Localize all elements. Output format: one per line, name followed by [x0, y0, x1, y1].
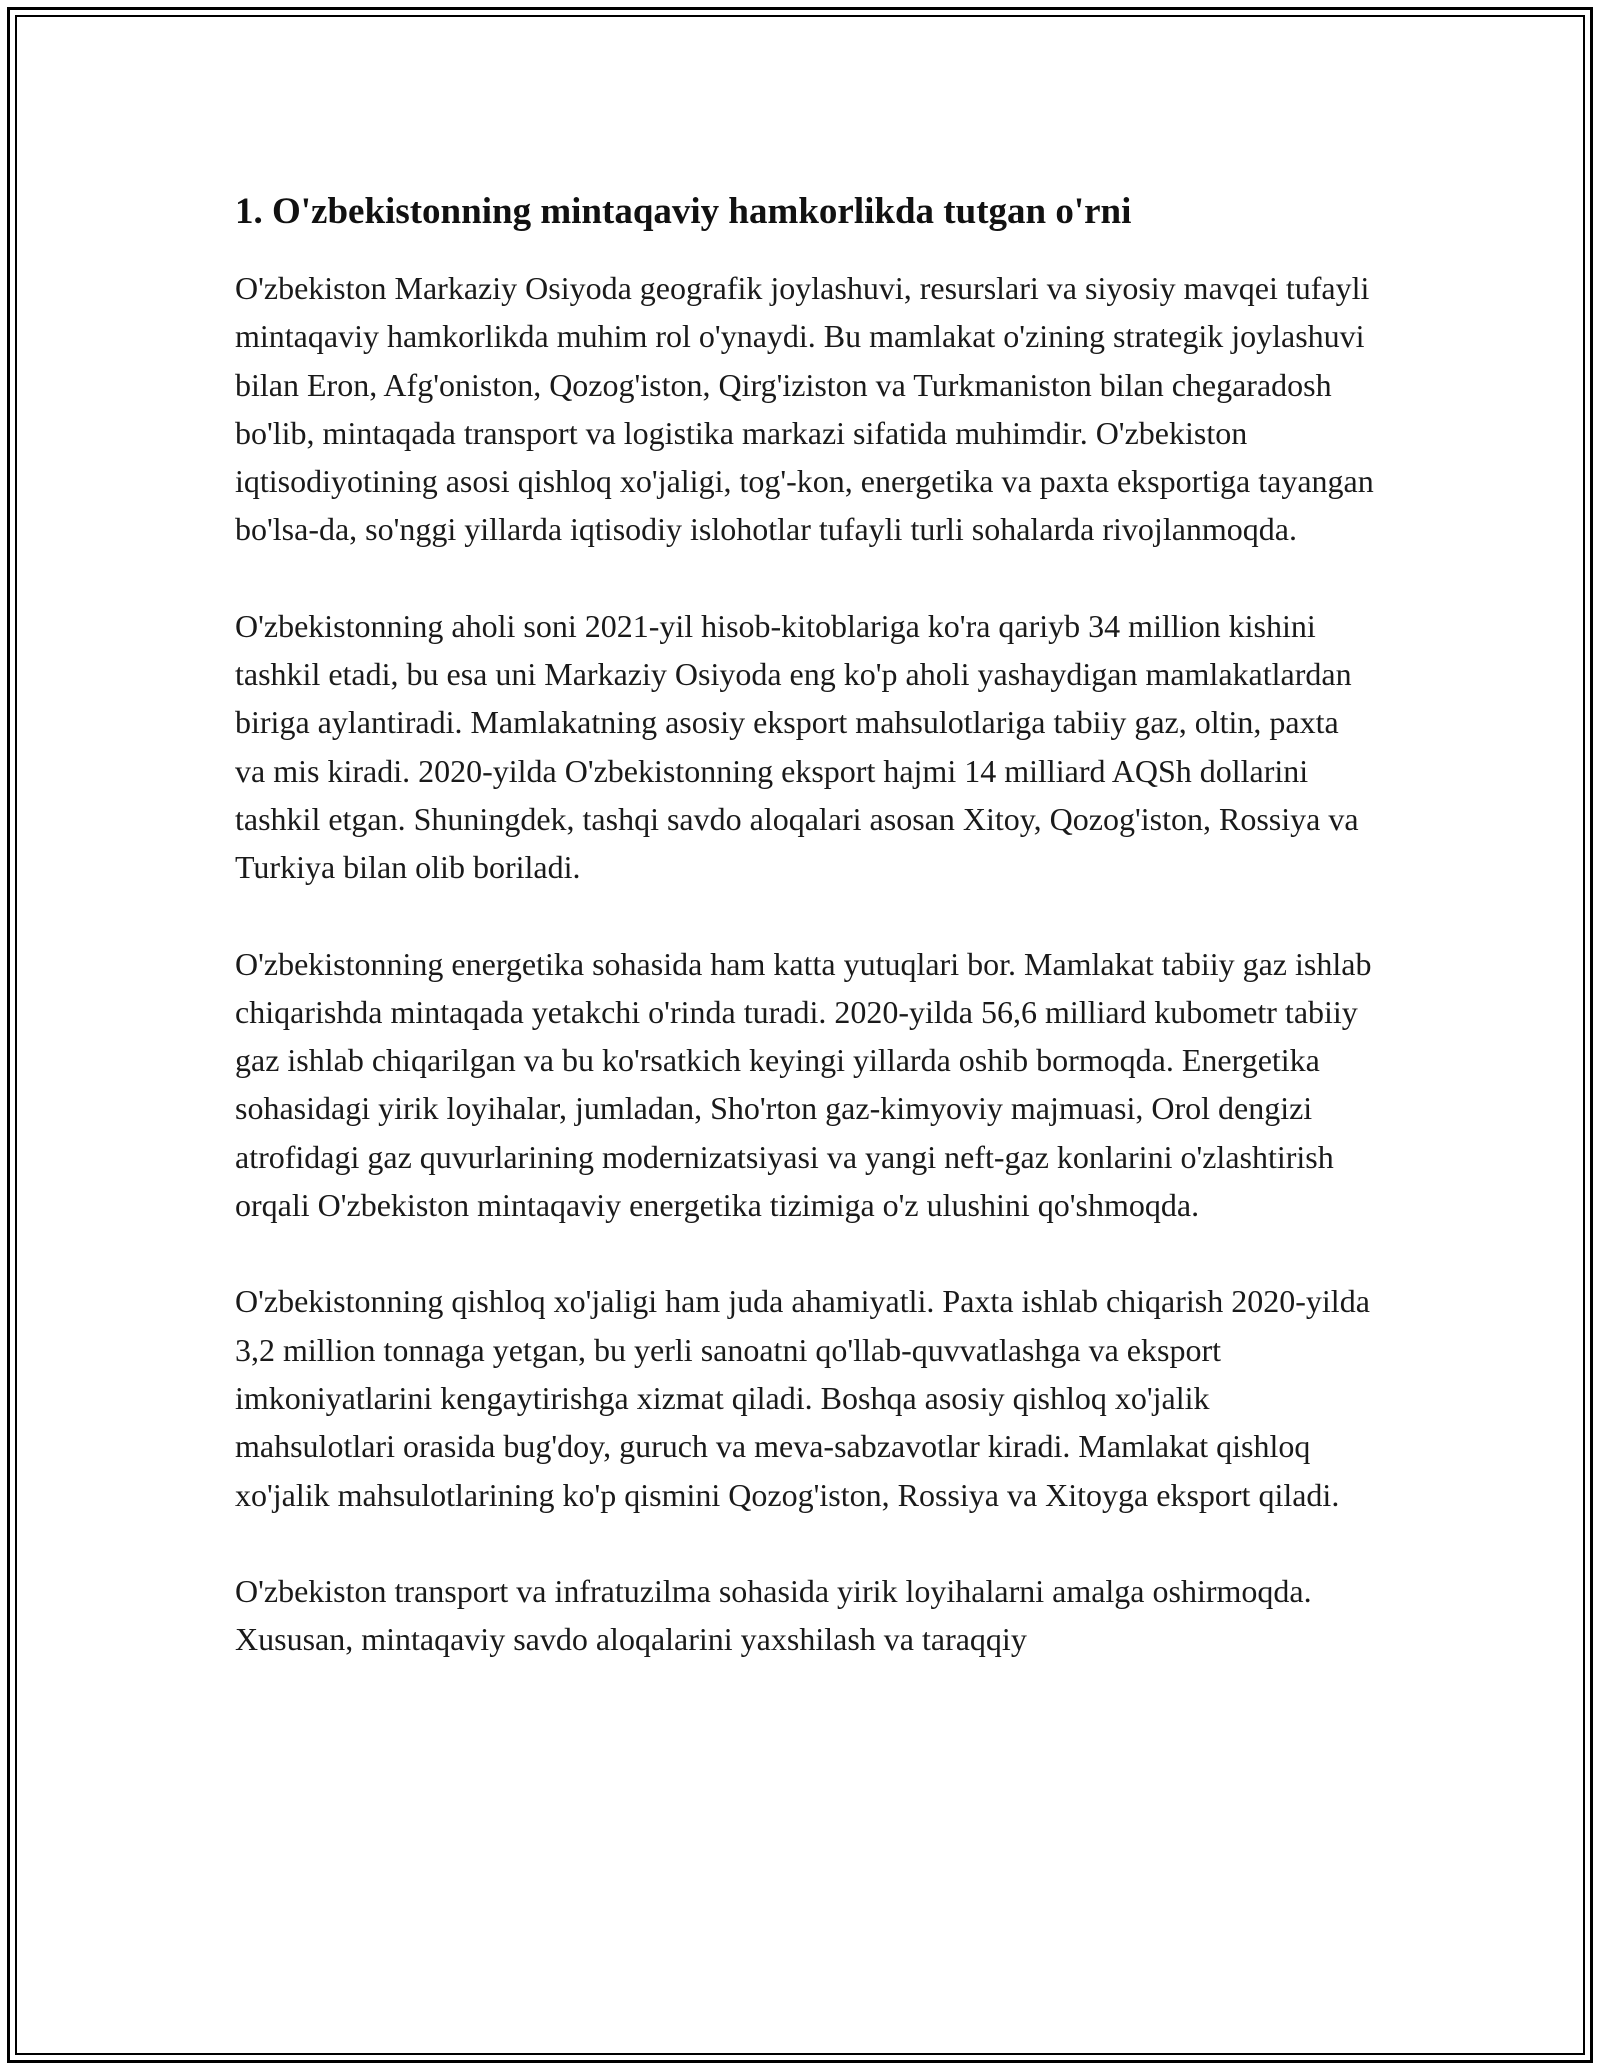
paragraph-5: O'zbekiston transport va infratuzilma sohasida yirik loyihalarni amalga oshirmoqda. Xususan, mintaqaviy savdo aloqalarini yaxshilash va taraqqiy [235, 1572, 1312, 1658]
paragraph-2: O'zbekistonning aholi soni 2021-yil hisob-kitoblariga ko'ra qariyb 34 million kishini tashkil etadi, bu esa uni Markaziy Osiyoda eng ko'p aholi yashaydigan mamlakatlardan biriga aylantiradi. Mamlakatning asosiy eksport mahsulotlariga tabiiy gaz, oltin, paxta va mis kiradi. 2020-yilda O'zbekistonning eksport hajmi 14 milliard AQSh dollarini tashkil etgan. Shuningdek, tashqi savdo aloqalari asosan Xitoy, Qozog'iston, Rossiya va Turkiya bilan olib boriladi. [235, 607, 1359, 886]
paragraph-3: O'zbekistonning energetika sohasida ham katta yutuqlari bor. Mamlakat tabiiy gaz ishlab chiqarishda mintaqada yetakchi o'rinda turadi. 2020-yilda 56,6 milliard kubometr tabiiy gaz ishlab chiqarilgan va bu ko'rsatkich keyingi yillarda oshib bormoqda. Energetika sohasidagi yirik loyihalar, jumladan, Sho'rton gaz-kimyoviy majmuasi, Orol dengizi atrofidagi gaz quvurlarining modernizatsiyasi va yangi neft-gaz konlarini o'zlashtirish orqali O'zbekiston mintaqaviy energetika tizimiga o'z ulushini qo'shmoqda. [235, 945, 1372, 1224]
section-heading: 1. O'zbekistonning mintaqaviy hamkorlikda tutgan o'rni [235, 191, 1132, 232]
paragraph-4: O'zbekistonning qishloq xo'jaligi ham juda ahamiyatli. Paxta ishlab chiqarish 2020-yilda 3,2 million tonnaga yetgan, bu yerli sanoatni qo'llab-quvvatlashga va eksport imkoniyatlarini kengaytirishga xizmat qiladi. Boshqa asosiy qishloq xo'jalik mahsulotlari orasida bug'doy, guruch va meva-sabzavotlar kiradi. Mamlakat qishloq xo'jalik mahsulotlarining ko'p qismini Qozog'iston, Rossiya va Xitoyga eksport qiladi. [235, 1283, 1370, 1513]
document-body [235, 186, 1375, 1711]
paragraph-1: O'zbekiston Markaziy Osiyoda geografik joylashuvi, resurslari va siyosiy mavqei tufayli mintaqaviy hamkorlikda muhim rol o'ynaydi. Bu mamlakat o'zining strategik joylashuvi bilan Eron, Afg'oniston, Qozog'iston, Qirg'iziston va Turkmaniston bilan chegaradosh bo'lib, mintaqada transport va logistika markazi sifatida muhimdir. O'zbekiston iqtisodiyotining asosi qishloq xo'jaligi, tog'-kon, energetika va paxta eksportiga tayangan bo'lsa-da, so'nggi yillarda iqtisodiy islohotlar tufayli turli sohalarda rivojlanmoqda. [235, 270, 1374, 548]
